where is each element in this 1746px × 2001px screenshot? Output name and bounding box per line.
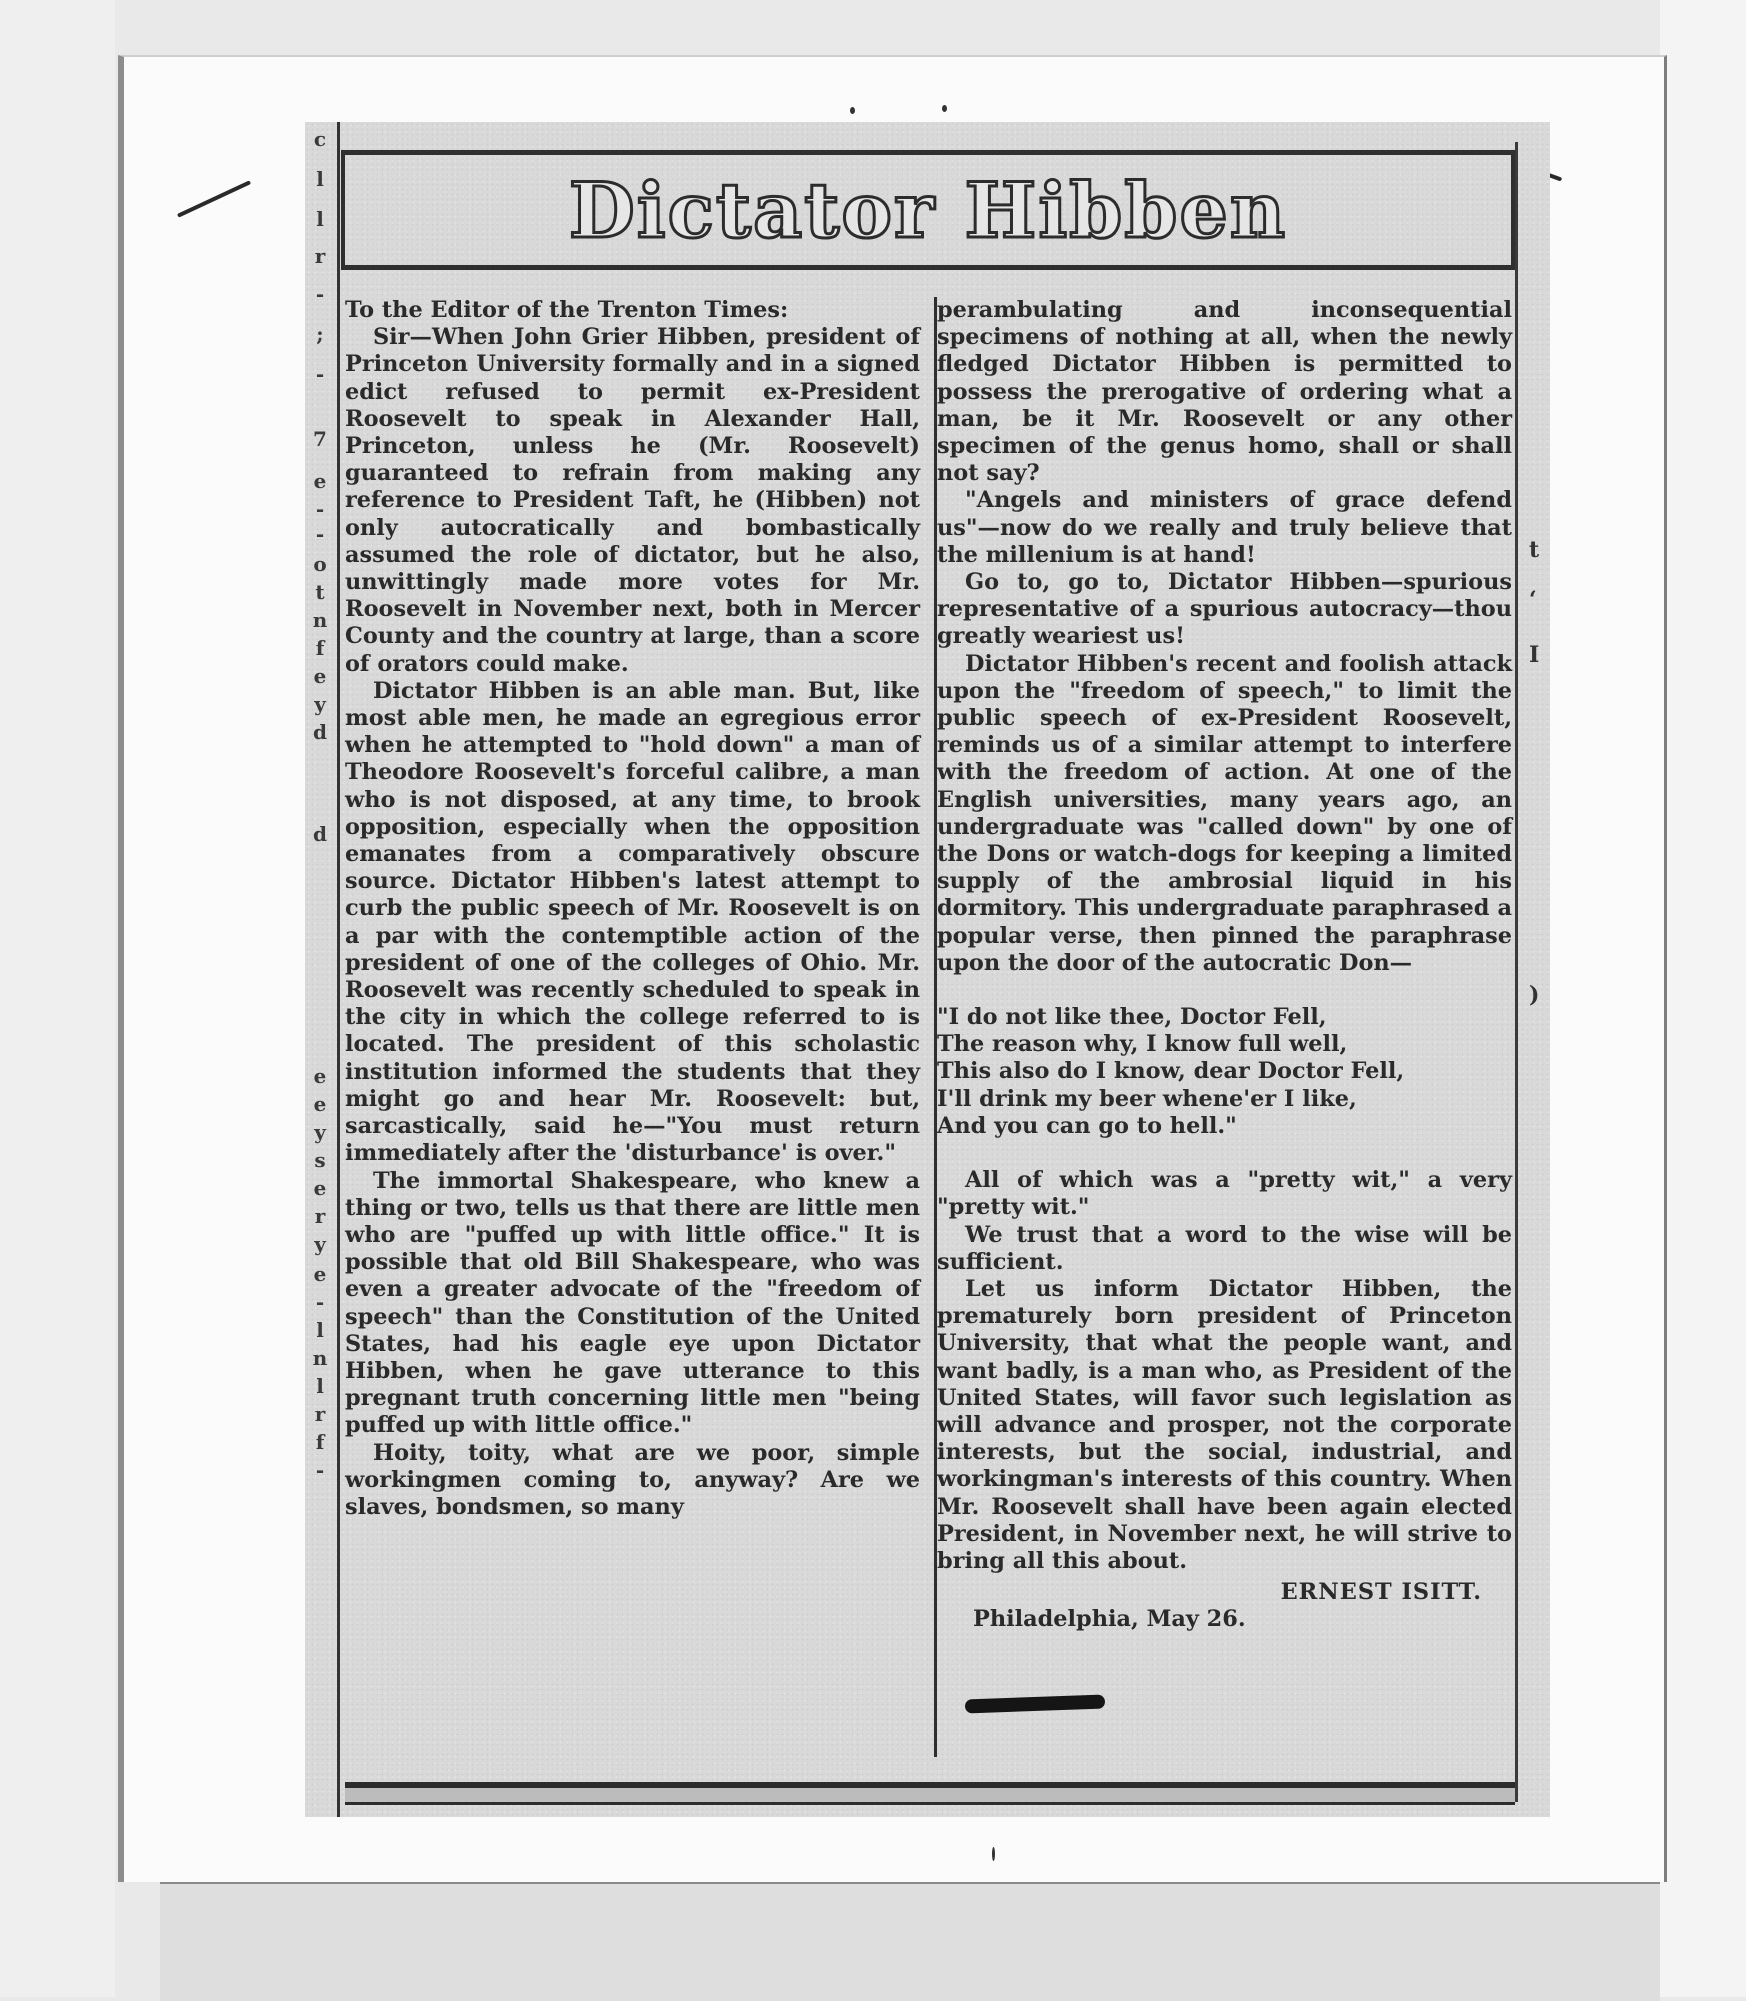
right-margin-fragments (1525, 122, 1550, 1817)
verse-line: This also do I know, dear Doctor Fell, (937, 1058, 1405, 1085)
margin-letter: - (315, 1458, 325, 1482)
margin-letter: - (315, 1290, 325, 1314)
paragraph: Dictator Hibben's recent and foolish attack upon the "freedom of speech," to limit the public speech of ex-President Roosevelt, reminds us of a similar attempt to interfere with the freedom of action. At one of the English universities, many years ago, an undergraduate was "called down" by one of the Dons or watch-dogs for keeping a limited supply of the ambrosial liquid in his dormitory. This undergraduate paraphrased a popular verse, then pinned the paraphrase upon the door of the autocratic Don— (937, 650, 1512, 976)
paragraph: Let us inform Dictator Hibben, the prematurely born president of Princeton University, that what the people want, and want badly, is a man who, as President of the United States, will favor such legislation as will advance and prosper, not the corporate interests, but the social, industrial, and workingman's interests of this country. When Mr. Roosevelt shall have been again elected President, in November next, he will strive to bring all this about. (937, 1275, 1512, 1574)
margin-letter: e (313, 469, 327, 493)
verse-line: The reason why, I know full well, (937, 1031, 1348, 1058)
margin-letter: y (314, 1232, 326, 1256)
margin-letter: ; (316, 322, 324, 346)
salutation: To the Editor of the Trenton Times: (345, 297, 789, 323)
margin-letter: f (315, 636, 325, 660)
dateline: Philadelphia, May 26. (973, 1606, 1246, 1633)
margin-letter: 7 (313, 427, 327, 451)
verse-block (937, 1004, 1512, 1140)
margin-letter: - (315, 362, 325, 386)
headline: Dictator Hibben (568, 165, 1288, 255)
margin-letter: e (313, 1176, 327, 1200)
paragraph: Hoity, toity, what are we poor, simple workingmen coming to, anyway? Are we slaves, bondsmen, so many (345, 1439, 920, 1520)
paragraph: Go to, go to, Dictator Hibben—spurious representative of a spurious autocracy—thou greatly weariest us! (937, 569, 1512, 650)
margin-letter: e (313, 1262, 327, 1286)
margin-letter: y (314, 1120, 326, 1144)
margin-letter: o (313, 552, 327, 576)
verse-line: I'll drink my beer whene'er I like, (937, 1085, 1357, 1112)
scan-background-right (1660, 0, 1746, 1997)
paragraph: The immortal Shakespeare, who knew a thing or two, tells us that there are little men who are "puffed up with little office." It is possible that old Bill Shakespeare, who was even a greater advocate of the "freedom of speech" than the Constitution of the United States, had his eagle eye upon Dictator Hibben, when he gave utterance to this pregnant truth concerning little men "being puffed up with little office." (345, 1167, 920, 1439)
margin-letter: c (313, 127, 327, 151)
speck (992, 1847, 995, 1861)
margin-letter: l (316, 1318, 324, 1342)
margin-letter: ʻ (1529, 587, 1537, 613)
speck (850, 107, 855, 114)
margin-letter: - (315, 282, 325, 306)
margin-letter: I (1529, 642, 1540, 668)
margin-letter: n (312, 1346, 328, 1370)
margin-letter: t (315, 580, 325, 604)
paragraph: "Angels and ministers of grace defend us"—now do we really and truly believe that the millenium is at hand! (937, 487, 1512, 568)
speck (942, 105, 947, 112)
paragraph: Dictator Hibben is an able man. But, like most able men, he made an egregious error when he attempted to "hold down" a man of Theodore Roosevelt's forceful calibre, a man who is not disposed, at any time, to brook opposition, especially when the opposition emanates from a comparatively obscure source. Dictator Hibben's latest attempt to curb the public speech of Mr. Roosevelt is on a par with the contemptible action of the president of one of the colleges of Ohio. Mr. Roosevelt was recently scheduled to speak in the city in which the college referred to is located. The president of this scholastic institution informed the students that they might go and hear Mr. Roosevelt: but, sarcastically, said he—"You must return immediately after the 'disturbance' is over." (345, 677, 920, 1167)
verse-line: And you can go to hell." (937, 1112, 1237, 1139)
left-margin-fragments (305, 122, 335, 1817)
left-column-rule (337, 122, 340, 1817)
margin-letter: s (314, 1148, 326, 1172)
margin-letter: ) (1529, 982, 1540, 1008)
margin-letter: d (313, 822, 327, 846)
margin-letter: e (313, 1064, 327, 1088)
margin-letter: r (314, 1204, 326, 1228)
margin-letter: d (313, 720, 327, 744)
paragraph: perambulating and inconsequential specimens of nothing at all, when the newly fledged Dictator Hibben is permitted to possess the prerogative of ordering what a man, be it Mr. Roosevelt or any other specimen of the genus homo, shall or shall not say? (937, 297, 1512, 487)
bottom-double-rule (345, 1782, 1515, 1805)
article-column-right (937, 297, 1512, 1634)
margin-letter: l (316, 167, 324, 191)
signature: ERNEST ISITT. (1280, 1579, 1482, 1606)
margin-letter: e (313, 664, 327, 688)
margin-letter: e (313, 1092, 327, 1116)
margin-letter: - (315, 497, 325, 521)
scan-background-bottom (160, 1880, 1660, 2001)
ink-blot (965, 1695, 1105, 1714)
paragraph: All of which was a "pretty wit," a very "pretty wit." (937, 1167, 1512, 1221)
margin-letter: - (315, 522, 325, 546)
margin-letter: t (1529, 537, 1540, 563)
paragraph: We trust that a word to the wise will be sufficient. (937, 1221, 1512, 1275)
scan-background-left (0, 0, 115, 1997)
paragraph: Sir—When John Grier Hibben, president of Princeton University formally and in a signed edict refused to permit ex-President Roosevelt to speak in Alexander Hall, Princeton, unless he (Mr. Roosevelt) guaranteed to refrain from making any reference to President Taft, he (Hibben) not only autocratically and bombastically assumed the role of dictator, but he also, unwittingly made more votes for Mr. Roosevelt in November next, both in Mercer County and the country at large, than a score of orators could make. (345, 324, 920, 677)
margin-letter: y (314, 692, 326, 716)
headline-box (341, 150, 1516, 270)
margin-letter: l (316, 1374, 324, 1398)
pencil-mark-left (177, 180, 251, 217)
newspaper-clipping (305, 122, 1550, 1817)
right-column-rule (1515, 142, 1518, 1802)
margin-letter: r (314, 1402, 326, 1426)
margin-letter: l (316, 207, 324, 231)
margin-letter: n (312, 608, 328, 632)
signature-block (937, 1579, 1512, 1633)
article-column-left (345, 297, 920, 1521)
verse-line: "I do not like thee, Doctor Fell, (937, 1004, 1327, 1031)
margin-letter: f (315, 1430, 325, 1454)
margin-letter: r (314, 244, 326, 268)
